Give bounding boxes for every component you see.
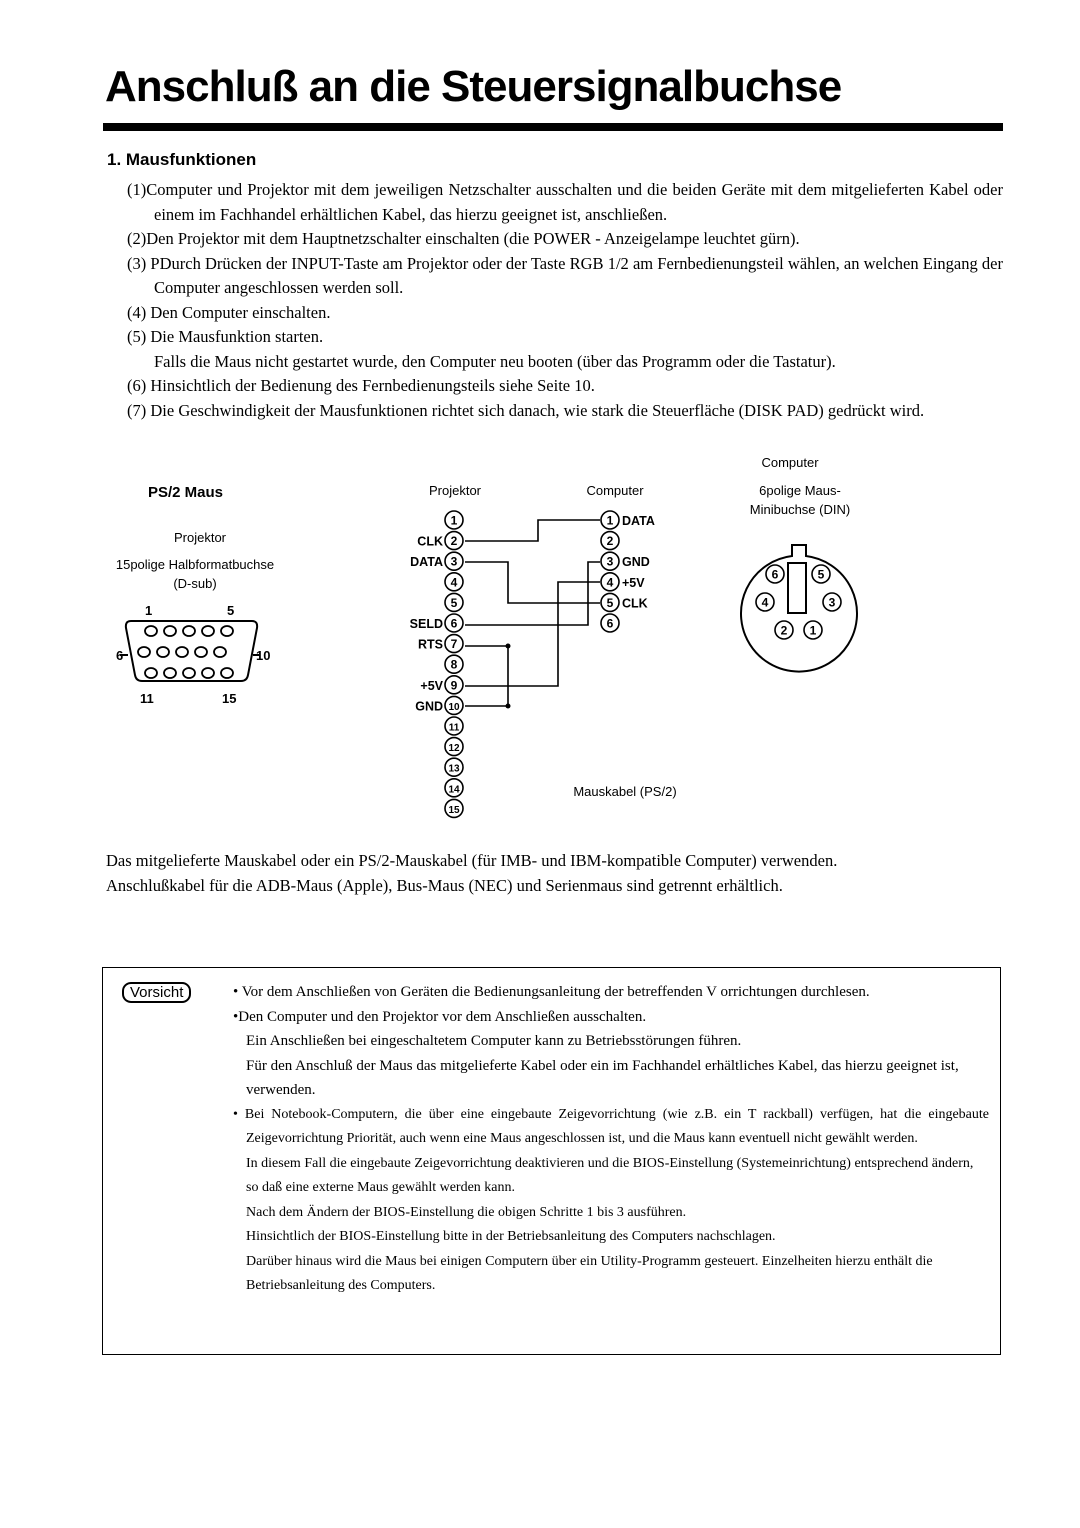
dsub-pin-15-label: 15 <box>222 691 237 706</box>
dsub-pin-hole <box>183 668 195 678</box>
caution-item-2-note-2: Für den Anschluß der Maus das mitgelieferte Kabel oder ein im Fachhandel erhältliches Kabel, das hierzu geeignet ist, verwenden. <box>246 1057 959 1098</box>
step-3: (3) PDurch Drücken der INPUT-Taste am Projektor oder der Taste RGB 1/2 am Fernbedienungsteil wählen, an welchen Eingang der Computer angeschlossen werden soll. <box>127 253 1003 297</box>
dsub-pin-hole <box>176 647 188 657</box>
projector-pin-number: 13 <box>448 763 460 775</box>
projector-pin-number: 3 <box>450 554 458 569</box>
dsub-pin-hole <box>195 647 207 657</box>
junction-dot <box>506 704 511 709</box>
step-5: (5) Die Mausfunktion starten. <box>127 327 324 346</box>
din-desc-2: Minibuchse (DIN) <box>749 502 851 517</box>
dsub-pin-1-label: 1 <box>145 603 153 618</box>
dsub-pin-hole <box>157 647 169 657</box>
projector-pin-number: 10 <box>448 701 460 713</box>
info-paragraph <box>106 848 1006 898</box>
dsub-pin-hole <box>221 668 233 678</box>
computer-pin-column <box>601 511 655 632</box>
projector-pin-number: 1 <box>450 513 458 528</box>
projector-pin-signal: DATA <box>410 555 443 570</box>
dsub-pin-hole <box>145 626 157 636</box>
cable-right-header: Computer <box>586 483 644 498</box>
connector-type: (D-sub) <box>173 576 217 591</box>
projector-pin-column <box>410 511 463 817</box>
projector-pin-number: 7 <box>450 637 458 652</box>
computer-pin-signal: CLK <box>622 596 648 611</box>
caution-item-2-note-1: Ein Anschließen bei eingeschaltetem Computer kann zu Betriebsstörungen führen. <box>246 1033 742 1049</box>
connector-desc: 15polige Halbformatbuchse <box>115 557 275 572</box>
caution-badge: Vorsicht <box>122 982 191 1003</box>
computer-pin-number: 5 <box>606 595 614 610</box>
dsub-pin-hole <box>164 626 176 636</box>
din-key <box>788 563 806 613</box>
wire-5v <box>465 582 600 686</box>
ps2-title: PS/2 Maus <box>148 484 224 501</box>
projector-pin-number: 4 <box>450 575 458 590</box>
projector-pin-number: 11 <box>448 722 460 734</box>
projector-pin-number: 15 <box>448 804 460 816</box>
projector-pin-number: 2 <box>450 534 458 549</box>
dsub-pin-5-label: 5 <box>227 603 235 618</box>
din-pin-number: 1 <box>809 623 817 638</box>
dsub-pin-hole <box>214 647 226 657</box>
projector-pin-signal: GND <box>415 699 443 714</box>
cable-label: Mauskabel (PS/2) <box>573 784 677 799</box>
din-pin-number: 4 <box>761 595 769 610</box>
step-6: (6) Hinsichtlich der Bedienung des Fernbedienungsteils siehe Seite 10. <box>127 376 595 395</box>
section-heading: 1. Mausfunktionen <box>107 150 257 169</box>
din-pin-number: 2 <box>780 623 788 638</box>
wire-gnd <box>465 646 508 706</box>
caution-item-1: • Vor dem Anschließen von Geräten die Bedienungsanleitung der betreffenden V orrichtungen durchlesen. <box>233 984 870 1000</box>
caution-box <box>102 967 1001 1355</box>
dsub-pin-hole <box>145 668 157 678</box>
computer-pin-signal: +5V <box>622 575 645 590</box>
projector-pin-number: 6 <box>450 616 458 631</box>
caution-item-3-note-2: Nach dem Ändern der BIOS-Einstellung die obigen Schritte 1 bis 3 ausführen. <box>246 1204 687 1220</box>
din-pin-number: 3 <box>828 595 836 610</box>
caution-item-3-note-3: Hinsichtlich der BIOS-Einstellung bitte in der Betriebsanleitung des Computers nachschlagen. <box>246 1229 776 1244</box>
din-pin-group <box>756 565 841 639</box>
projector-pin-signal: RTS <box>418 637 443 652</box>
projector-pin-number: 9 <box>450 678 458 693</box>
din-pin-number: 6 <box>771 567 779 582</box>
junction-dot <box>506 644 511 649</box>
din-title: Computer <box>761 455 819 470</box>
projector-pin-signal: SELD <box>409 617 443 631</box>
computer-pin-signal: DATA <box>622 514 655 528</box>
step-5-note: Falls die Maus nicht gestartet wurde, den Computer neu booten (über das Programm oder die Tastatur). <box>154 351 836 371</box>
computer-pin-number: 2 <box>606 534 614 549</box>
page-title: Anschluß an die Steuersignalbuchse <box>105 62 842 111</box>
dsub-pin-6-label: 6 <box>116 648 124 663</box>
computer-pin-signal: GND <box>622 555 650 570</box>
din-desc-1: 6polige Maus- <box>759 483 841 498</box>
dsub-pin-hole <box>221 626 233 636</box>
info-line-2: Anschlußkabel für die ADB-Maus (Apple), Bus-Maus (NEC) und Serienmaus sind getrennt erhältlich. <box>106 876 783 895</box>
computer-pin-number: 4 <box>606 575 614 590</box>
computer-pin-number: 3 <box>606 554 614 569</box>
din-pin-number: 5 <box>817 567 825 582</box>
projector-pin-signal: CLK <box>417 534 443 549</box>
wire-seld <box>465 562 600 625</box>
wire-clk <box>465 520 600 541</box>
caution-item-3: • Bei Notebook-Computern, die über eine eingebaute Zeigevorrichtung (wie z.B. ein T rackball) verfügen, hat die eingebaute Zeigevorrichtung Priorität, auch wenn eine Maus angeschlossen ist, und die Maus kann eventuell nicht gewählt werden. <box>233 1106 989 1146</box>
caution-item-3-note-1: In diesem Fall die eingebaute Zeigevorrichtung deaktivieren und die BIOS-Einstellung (Systemeinrichtung) entsprechend ändern, so daß eine externe Maus gewählt werden kann. <box>246 1155 974 1195</box>
step-2: (2)Den Projektor mit dem Hauptnetzschalter einschalten (die POWER - Anzeigelampe leuchtet gürn). <box>127 229 800 248</box>
caution-item-2: •Den Computer und den Projektor vor dem Anschließen ausschalten. <box>233 1008 647 1025</box>
step-1: (1)Computer und Projektor mit dem jeweiligen Netzschalter ausschalten und die beiden Geräte mit dem mitgelieferten Kabel oder einem im Fachhandel erhältlichen Kabel, das hierzu geeignet ist, anschließen. <box>127 180 1003 224</box>
step-7: (7) Die Geschwindigkeit der Mausfunktionen richtet sich danach, wie stark die Steuerfläche (DISK PAD) gedrückt wird. <box>127 400 925 420</box>
dsub-pin-11-label: 11 <box>140 691 154 706</box>
projector-pin-number: 5 <box>450 595 458 610</box>
info-line-1: Das mitgelieferte Mauskabel oder ein PS/2-Mauskabel (für IMB- und IBM-kompatible Computer) verwenden. <box>106 851 838 870</box>
dsub-pin-hole <box>138 647 150 657</box>
projector-pin-number: 14 <box>448 784 460 796</box>
dsub-pin-hole <box>202 626 214 636</box>
caution-item-3-note-4: Darüber hinaus wird die Maus bei einigen Computern über ein Utility-Programm gesteuert. Einzelheiten hierzu enthält die Betriebsanleitung des Computers. <box>246 1253 933 1293</box>
dsub-pin-hole <box>164 668 176 678</box>
dsub-pin-10-label: 10 <box>256 648 271 663</box>
projector-pin-signal: +5V <box>420 678 443 693</box>
dsub-pin-hole <box>202 668 214 678</box>
cable-left-header: Projektor <box>428 483 482 498</box>
caution-list <box>233 980 989 1299</box>
computer-pin-number: 1 <box>606 513 614 528</box>
projector-pin-number: 8 <box>450 657 458 672</box>
computer-pin-number: 6 <box>606 616 614 631</box>
projector-pin-number: 12 <box>448 743 460 755</box>
dsub-pin-hole <box>183 626 195 636</box>
step-4: (4) Den Computer einschalten. <box>127 302 331 322</box>
projector-label: Projektor <box>173 530 227 545</box>
dsub-pin-holes <box>138 626 233 678</box>
